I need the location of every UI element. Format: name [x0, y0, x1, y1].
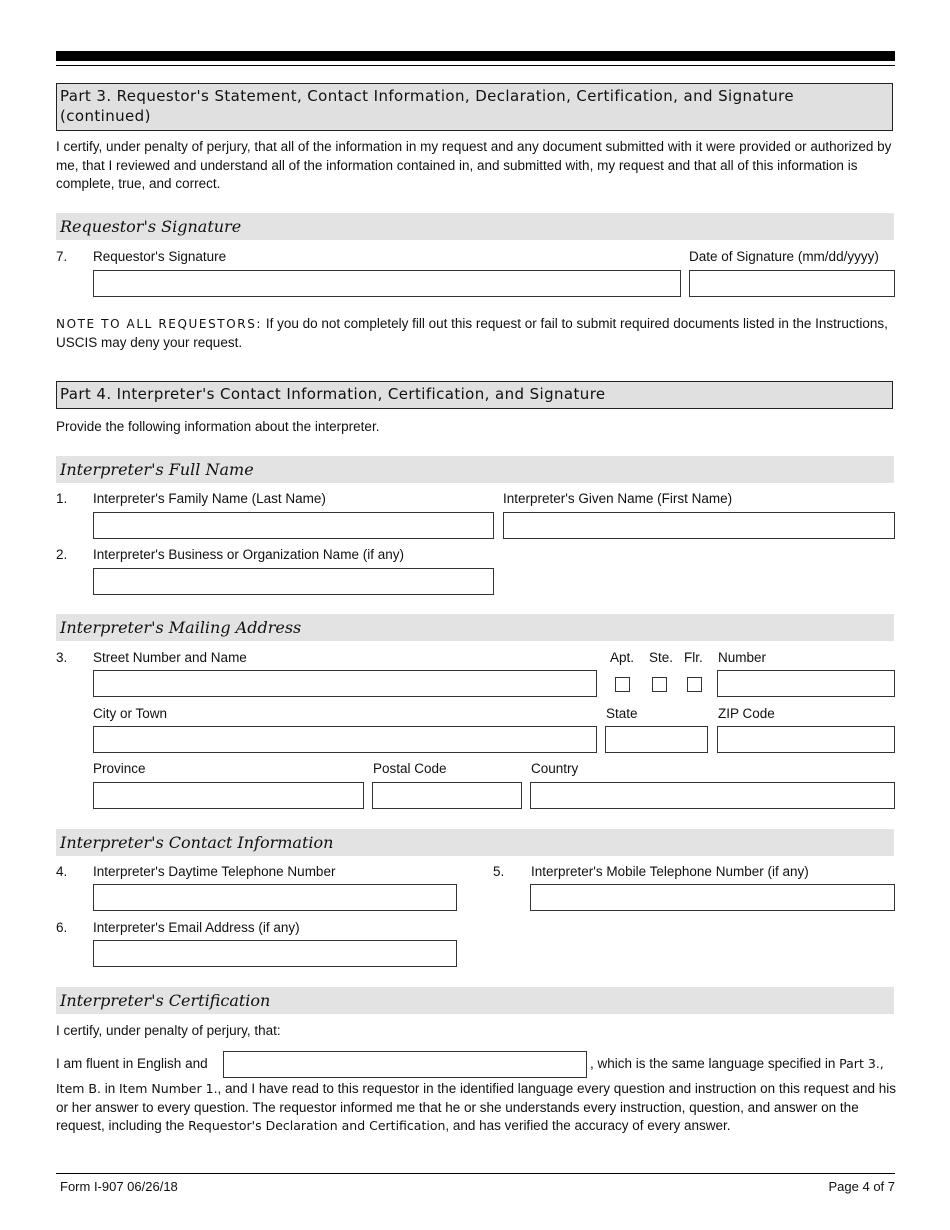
ste-label: Ste.: [649, 650, 674, 665]
note-to-requestors: [56, 315, 896, 352]
zip-field[interactable]: [717, 726, 895, 753]
postal-code-field[interactable]: [372, 782, 522, 809]
part3-header-text: Part 3. Requestor's Statement, Contact Information, Declaration, Certification, and Signature (continued): [60, 87, 795, 125]
state-label: State: [606, 706, 638, 721]
item-4-number: 4.: [56, 864, 68, 879]
mobile-phone-field[interactable]: [530, 884, 895, 911]
note-text: If you do not completely fill out this request or fail to submit required documents listed in the Instructions, USCIS may deny your request.: [56, 316, 888, 350]
form-id: Form I-907 06/26/18: [60, 1179, 178, 1194]
state-field[interactable]: [605, 726, 708, 753]
requestor-signature-label: Requestor's Signature: [93, 249, 227, 264]
ref-item-number-1: Item Number 1.: [119, 1081, 218, 1096]
part4-header: [56, 381, 893, 409]
interpreter-mailing-address-section: Interpreter's Mailing Address: [56, 614, 894, 641]
city-field[interactable]: [93, 726, 597, 753]
item-7-number: 7.: [56, 249, 68, 264]
requestor-signature-section: Requestor's Signature: [56, 213, 894, 240]
part3-certify-text: I certify, under penalty of perjury, that all of the information in my request and any document submitted with it were provided or authorized by me, that I reviewed and understand all of the information contained in, and submitted with, my request and that all of this information is complete, true, and correct.: [56, 139, 892, 191]
daytime-phone-field[interactable]: [93, 884, 457, 911]
country-field[interactable]: [530, 782, 895, 809]
apt-checkbox[interactable]: [615, 677, 630, 692]
item-3-number: 3.: [56, 650, 68, 665]
cert-body-2: , and has verified the accuracy of every answer.: [445, 1118, 731, 1133]
fluent-suffix: [590, 1056, 884, 1071]
part4-intro: Provide the following information about the interpreter.: [56, 419, 380, 434]
flr-checkbox[interactable]: [687, 677, 702, 692]
cert-intro: I certify, under penalty of perjury, that:: [56, 1023, 281, 1038]
province-label: Province: [93, 761, 146, 776]
country-label: Country: [531, 761, 579, 776]
email-field[interactable]: [93, 940, 457, 967]
family-name-label: Interpreter's Family Name (Last Name): [93, 491, 326, 506]
apt-label: Apt.: [610, 650, 635, 665]
given-name-field[interactable]: [503, 512, 895, 539]
fluent-suffix-text: , which is the same language specified in: [590, 1056, 836, 1071]
fluent-prefix: I am fluent in English and: [56, 1056, 208, 1071]
daytime-phone-label: Interpreter's Daytime Telephone Number: [93, 864, 336, 879]
email-label: Interpreter's Email Address (if any): [93, 920, 300, 935]
item-2-number: 2.: [56, 547, 68, 562]
footer-rule: [56, 1173, 895, 1174]
number-label: Number: [718, 650, 767, 665]
business-name-field[interactable]: [93, 568, 494, 595]
language-field[interactable]: [223, 1051, 587, 1078]
top-thick-rule: [56, 51, 895, 61]
in-word: in: [100, 1081, 119, 1096]
top-thin-rule: [56, 65, 895, 66]
street-field[interactable]: [93, 670, 597, 697]
apt-number-field[interactable]: [717, 670, 895, 697]
item-5-number: 5.: [493, 864, 505, 879]
date-of-signature-label: Date of Signature (mm/dd/yyyy): [689, 249, 879, 264]
part4-header-text: Part 4. Interpreter's Contact Information, Certification, and Signature: [60, 385, 606, 403]
postal-code-label: Postal Code: [373, 761, 447, 776]
province-field[interactable]: [93, 782, 364, 809]
note-lead: NOTE TO ALL REQUESTORS:: [56, 317, 263, 331]
cert-body: [56, 1080, 896, 1136]
given-name-label: Interpreter's Given Name (First Name): [503, 491, 733, 506]
family-name-field[interactable]: [93, 512, 494, 539]
interpreter-contact-section: Interpreter's Contact Information: [56, 829, 894, 856]
zip-label: ZIP Code: [718, 706, 775, 721]
date-of-signature-field[interactable]: [689, 270, 895, 297]
ref-declaration: Requestor's Declaration and Certification: [188, 1118, 446, 1133]
item-1-number: 1.: [56, 491, 68, 506]
ref-item-b: Item B.: [56, 1081, 101, 1096]
requestor-signature-field[interactable]: [93, 270, 681, 297]
page-number: Page 4 of 7: [828, 1179, 895, 1194]
business-name-label: Interpreter's Business or Organization Name (if any): [93, 547, 404, 562]
interpreter-certification-section: Interpreter's Certification: [56, 987, 894, 1014]
mobile-phone-label: Interpreter's Mobile Telephone Number (if any): [531, 864, 809, 879]
street-label: Street Number and Name: [93, 650, 247, 665]
item-6-number: 6.: [56, 920, 68, 935]
ste-checkbox[interactable]: [652, 677, 667, 692]
city-label: City or Town: [93, 706, 168, 721]
flr-label: Flr.: [684, 650, 703, 665]
part3-header: [56, 83, 893, 131]
ref-part3: Part 3.,: [839, 1056, 884, 1071]
cert-body-1: , and I have read to this requestor in the identified language every question and instruction on this request and his or her answer to every question. The requestor informed me that he or she understands every instruction, question, and answer on the request, including the: [56, 1081, 896, 1133]
interpreter-full-name-section: Interpreter's Full Name: [56, 456, 894, 483]
